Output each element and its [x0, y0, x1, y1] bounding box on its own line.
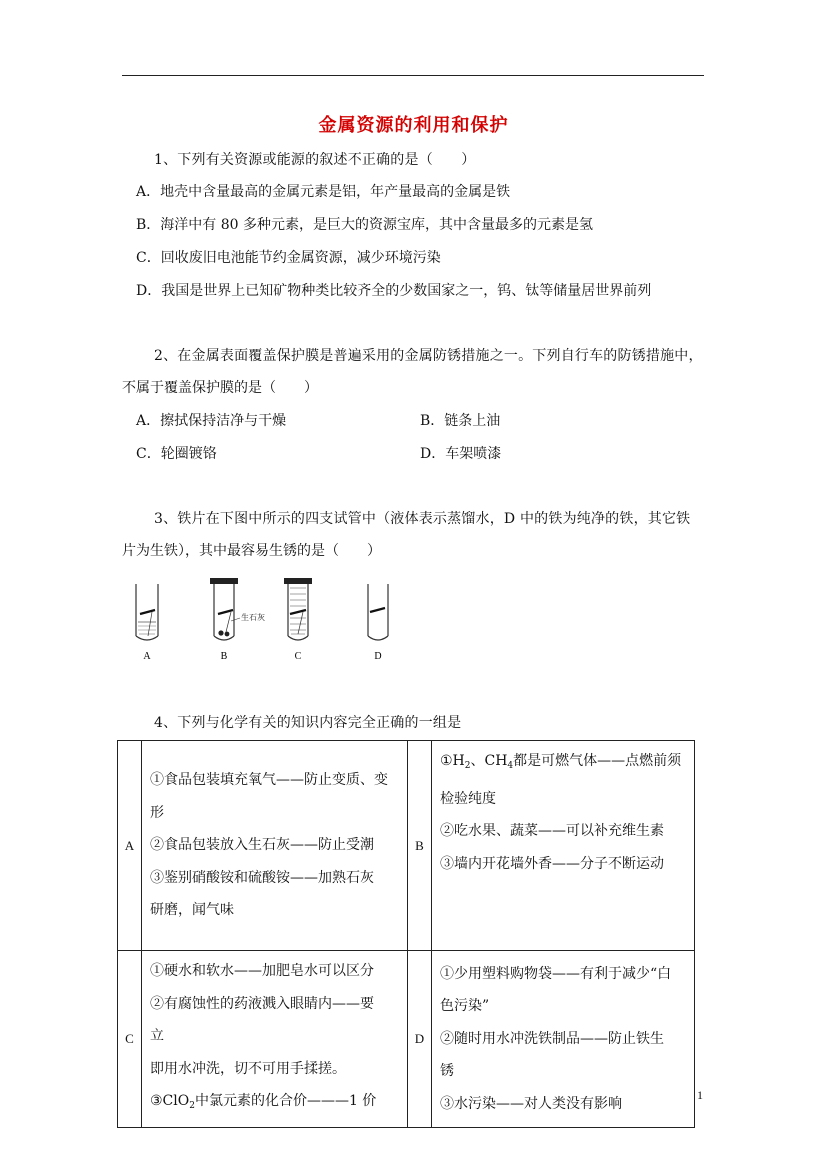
option-a-line: 研磨，闻气味 — [150, 902, 234, 919]
figure-label-a: A — [143, 651, 151, 662]
q2-stem-line1: 2、在金属表面覆盖保护膜是普遍采用的金属防锈措施之一。下列自行车的防锈措施中， — [154, 348, 703, 364]
option-d-line: ③水污染——对人类没有影响 — [440, 1095, 622, 1112]
option-a-cell — [142, 741, 408, 951]
test-tube-b — [210, 578, 240, 640]
option-b-line: 检验纯度 — [440, 790, 496, 807]
table-row — [118, 741, 695, 951]
test-tube-c — [284, 578, 312, 640]
option-c-line: ③ClO$_2$中氯元素的化合价———1 价 — [150, 1093, 377, 1111]
figure-label-d: D — [374, 651, 382, 662]
test-tubes-figure — [128, 574, 418, 666]
option-a-line: 形 — [150, 804, 164, 821]
option-a-line: ②食品包装放入生石灰——防止受潮 — [150, 837, 374, 854]
option-a-label: A — [118, 741, 142, 951]
q1-option-c: C．回收废旧电池能节约金属资源，减少环境污染 — [136, 250, 441, 266]
page-number: 1 — [697, 1088, 703, 1102]
q3-stem-line1: 3、铁片在下图中所示的四支试管中（液体表示蒸馏水，D 中的铁为纯净的铁，其它铁 — [154, 511, 691, 527]
q4-stem: 4、下列与化学有关的知识内容完全正确的一组是 — [154, 715, 462, 731]
option-c-line: ①硬水和软水——加肥皂水可以区分 — [150, 963, 374, 979]
test-tube-a — [136, 584, 158, 640]
q1-option-b: B．海洋中有 80 多种元素，是巨大的资源宝库，其中含量最多的元素是氢 — [136, 217, 594, 233]
q2-option-a: A．擦拭保持洁净与干燥 — [136, 413, 287, 429]
option-b-line: $①H_2$、$CH_4$都是可燃气体——点燃前须 — [440, 753, 682, 771]
option-a-line: ③鉴别硝酸铵和硫酸铵——加熟石灰 — [150, 869, 374, 886]
option-d-line: 锈 — [440, 1063, 454, 1079]
q2-option-b: B．链条上油 — [420, 413, 501, 429]
header-rule — [122, 75, 704, 76]
quicklime-annotation: 生石灰 — [241, 613, 265, 622]
option-d-line: ①少用塑料购物袋——有利于减少“白 — [440, 965, 672, 982]
option-a-line: ①食品包装填充氧气——防止变质、变 — [150, 772, 388, 789]
option-c-line: 即用水冲洗，切不可用手揉搓。 — [150, 1060, 346, 1077]
option-b-cell — [432, 741, 695, 951]
option-c-label: C — [118, 951, 142, 1128]
test-tube-d — [368, 584, 388, 640]
q2-option-d: D．车架喷漆 — [420, 446, 502, 462]
option-b-line: ③墙内开花墙外香——分子不断运动 — [440, 855, 664, 872]
option-d-label: D — [408, 951, 432, 1128]
option-c-cell — [142, 951, 408, 1128]
option-d-line: ②随时用水冲洗铁制品——防止铁生 — [440, 1030, 664, 1047]
q2-option-c: C．轮圈镀铬 — [136, 446, 217, 462]
q2-stem-line2: 不属于覆盖保护膜的是（ ） — [122, 380, 318, 396]
q3-stem-line2: 片为生铁），其中最容易生锈的是（ ） — [122, 543, 381, 559]
option-b-label: B — [408, 741, 432, 951]
option-b-line: ②吃水果、蔬菜——可以补充维生素 — [440, 823, 664, 839]
option-d-cell — [432, 951, 695, 1128]
q1-option-a: A．地壳中含量最高的金属元素是铝，年产量最高的金属是铁 — [136, 184, 511, 200]
option-c-line: ②有腐蚀性的药液溅入眼睛内——要 — [150, 995, 374, 1012]
q4-options-table — [117, 740, 695, 1128]
page-title: 金属资源的利用和保护 — [318, 115, 509, 136]
option-d-line: 色污染” — [440, 998, 490, 1014]
figure-label-c: C — [294, 651, 302, 662]
q1-option-d: D．我国是世界上已知矿物种类比较齐全的少数国家之一，钨、钛等储量居世界前列 — [136, 283, 652, 299]
q1-stem: 1、下列有关资源或能源的叙述不正确的是（ ） — [154, 152, 476, 168]
table-row — [118, 951, 695, 1128]
figure-label-b: B — [220, 651, 228, 662]
option-c-line: 立 — [150, 1028, 164, 1044]
